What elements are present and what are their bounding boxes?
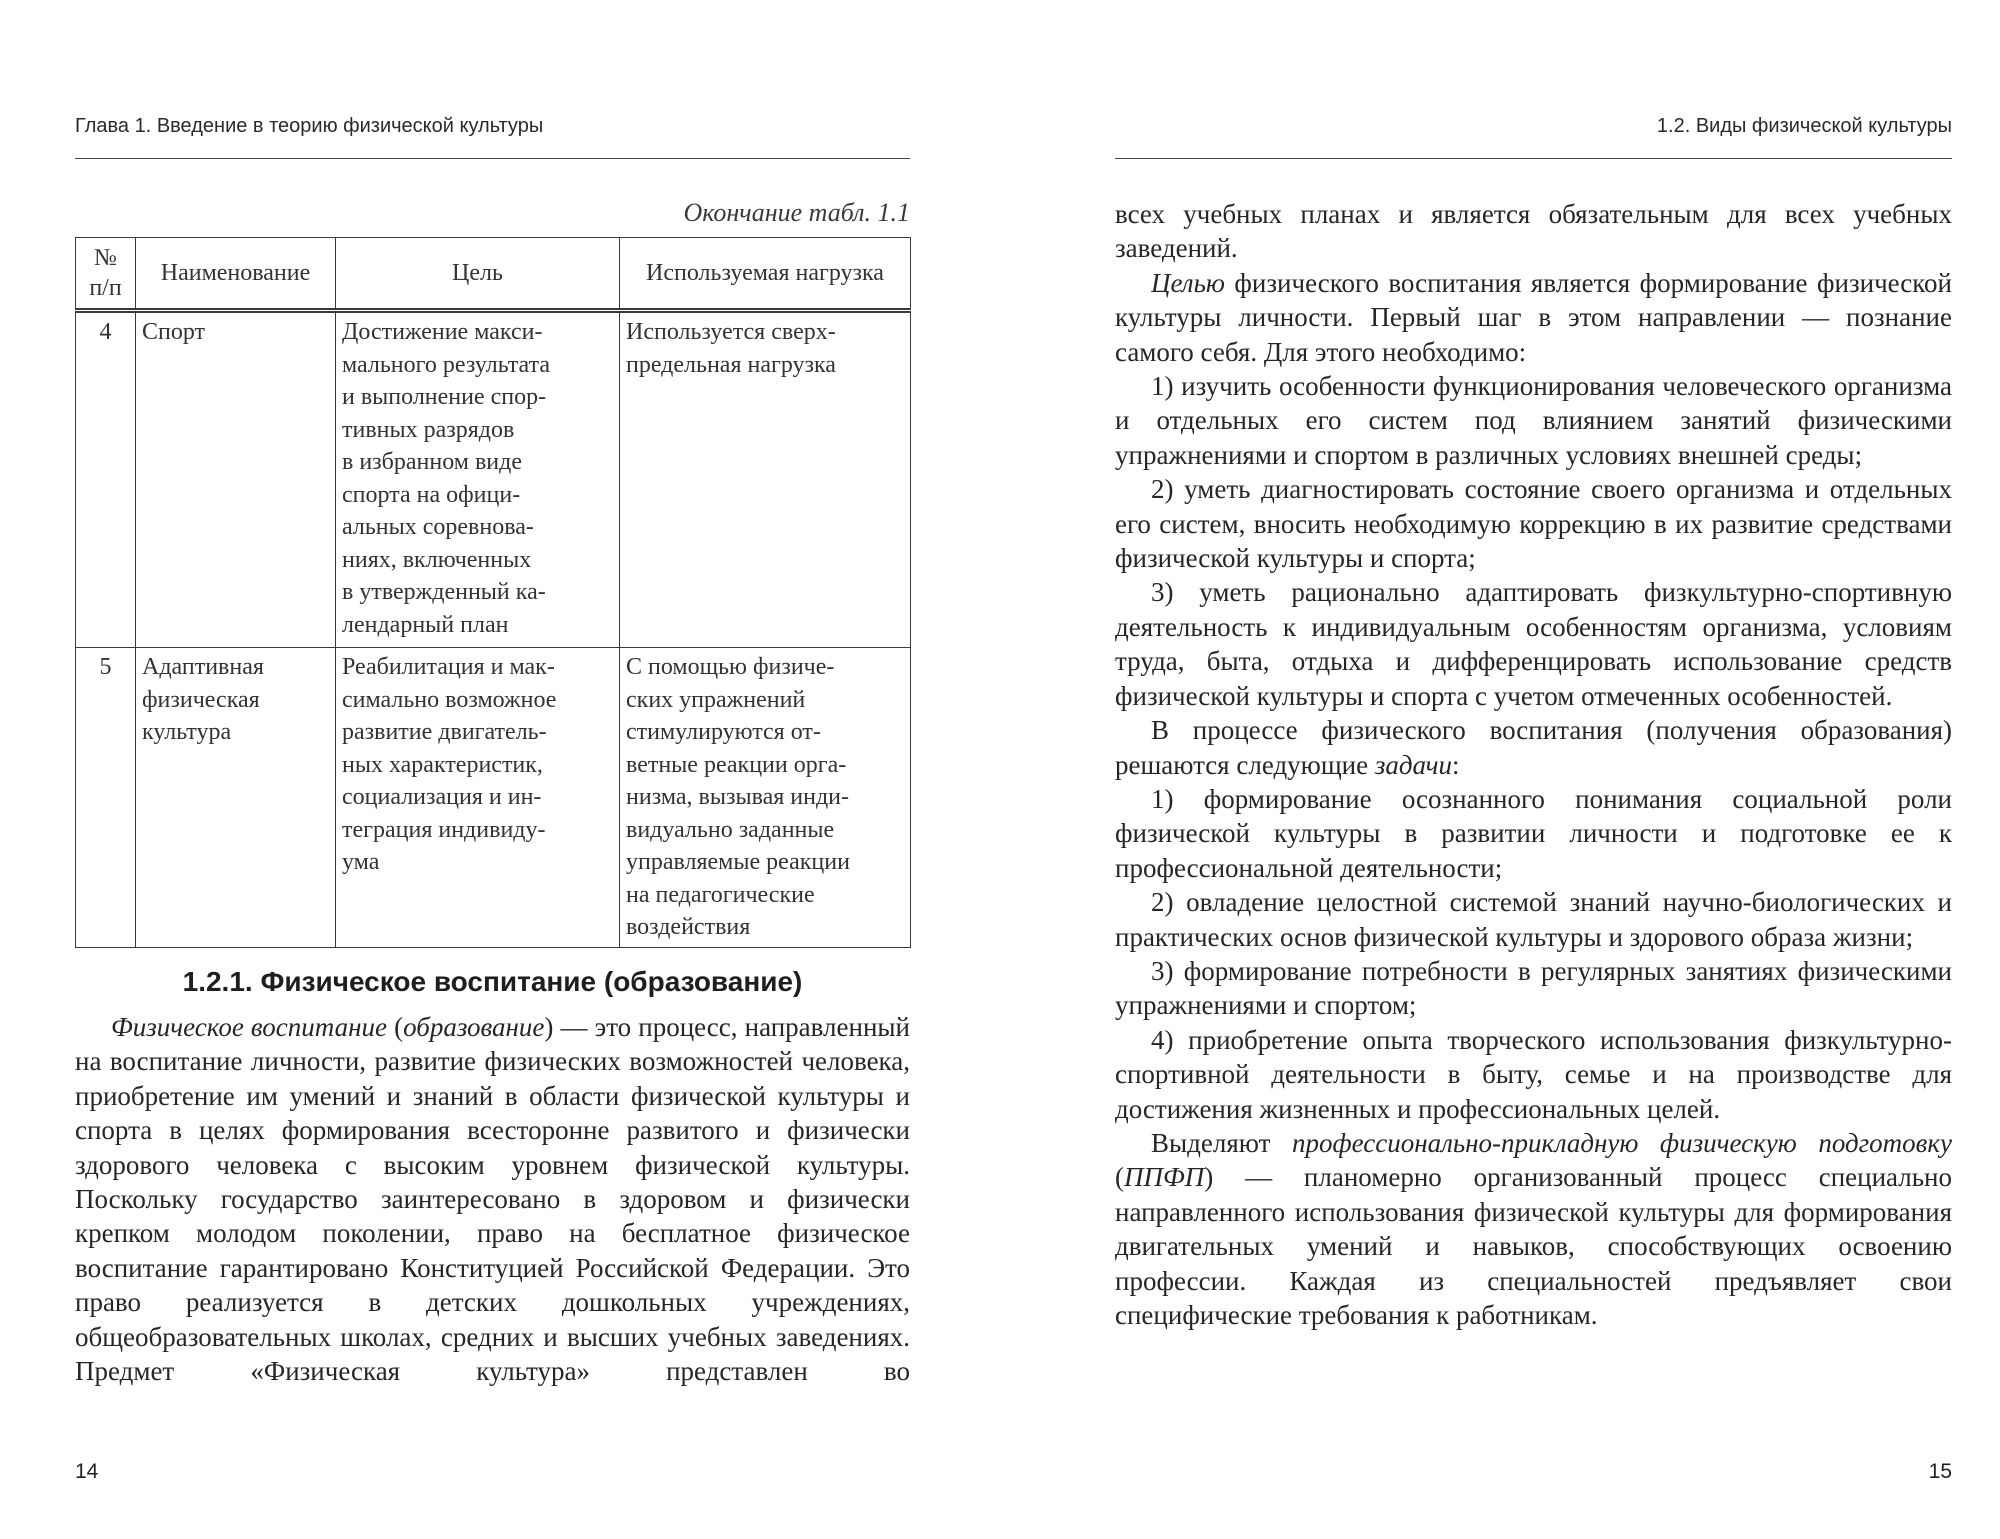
header-num: № п/п	[76, 238, 136, 311]
page-number-right: 15	[1928, 1460, 1952, 1483]
paragraph	[1115, 1126, 1952, 1332]
table-line: Адаптивная	[142, 654, 264, 680]
table-line: предельная нагрузка	[626, 351, 836, 378]
table-line: Достижение макси-	[342, 319, 543, 345]
term-education: образование	[403, 1012, 545, 1042]
table-line: социализация и ин-	[342, 784, 542, 810]
sport-types-table	[75, 237, 911, 948]
table-line: альных соревнова-	[342, 514, 534, 540]
table-line: теграция индивиду-	[342, 816, 546, 843]
table-line: в утвержденный ка-	[342, 579, 546, 605]
section-title: 1.2.1. Физическое воспитание (образование)	[182, 966, 803, 997]
term-ppfp-abbr: ППФП	[1124, 1162, 1205, 1193]
header-goal: Цель	[336, 238, 620, 311]
list-item: 1) изучить особенности функционирования человеческого организма и отдельных его систем под влиянием занятий физическими упражнениями и спортом в различных условиях внешней среды;	[1115, 371, 1952, 470]
table-line: лендарный план	[342, 611, 509, 638]
table-line: управляемые реакции	[626, 849, 850, 875]
left-body-text	[75, 1010, 910, 1388]
table-caption: Окончание табл. 1.1	[683, 198, 910, 227]
table-line: низма, вызывая инди-	[626, 784, 850, 810]
table-line: ниях, включенных	[342, 546, 532, 573]
row-num: 4	[76, 311, 136, 648]
row-name: Спорт	[136, 311, 336, 648]
right-body-text	[1115, 197, 1952, 1332]
table-line: на педагогические	[626, 881, 815, 908]
table-line: воздействия	[626, 914, 751, 940]
table-line: ума	[342, 849, 380, 875]
table-line: видуально заданные	[626, 816, 835, 843]
list-item: 2) уметь диагностировать состояние своего организма и отдельных его систем, вносить необходимую коррекцию в их развитие средствами физической культуры и спорта;	[1115, 474, 1952, 574]
row-name	[136, 648, 336, 948]
term-goal: Целью	[1151, 267, 1225, 298]
paragraph-text: физического воспитания является формирование физической культуры личности. Первый шаг в этом направлении — познание самого себя. Для этого необходимо:	[1115, 267, 1952, 367]
table-row	[76, 311, 911, 648]
paragraph-text: ) — планомерно организованный процесс специально направленного использования физической культуры для формирования двигательных умений и навыков, способствующих освоению профессии. Каждая из специальностей предъявляет свои специфические требования к работникам.	[1115, 1162, 1952, 1330]
paragraph-text: ) — это процесс, направленный на воспитание личности, развитие физических возможностей человека, приобретение им умений и знаний в области физической культуры и спорта в целях формирования всесторонне развитого и физически здорового человека с высоким уровнем физической культуры. Поскольку государство заинтересовано в здоровом и физически крепком молодом поколении, право на бесплатное физическое воспитание гарантировано Конституцией Российской Федерации. Это право реализуется в детских дошкольных учреждениях, общеобразовательных школах, средних и высших учебных заведениях. Предмет «Физическая культура» представлен во	[75, 1012, 910, 1387]
header-rule-left	[75, 158, 910, 159]
table-line: ных характеристик,	[342, 751, 543, 778]
table-line: Реабилитация и мак-	[342, 654, 555, 680]
row-goal	[336, 648, 620, 948]
term-ppfp: профессионально-прикладную физическую подготовку	[1291, 1127, 1952, 1158]
header-load: Используемая нагрузка	[620, 238, 911, 311]
paragraph	[1115, 713, 1952, 782]
table-line: С помощью физиче-	[626, 654, 835, 680]
paragraph-text: (	[1115, 1162, 1124, 1193]
table-line: стимулируются от-	[626, 719, 821, 745]
table-line: спорта на офици-	[342, 481, 521, 508]
paragraph	[75, 1010, 910, 1388]
table-line: симально возможное	[342, 686, 557, 713]
list-item: 3) уметь рационально адаптировать физкультурно-спортивную деятельность к индивидуальным особенностям организма, условиям труда, быта, отдыха и дифференцировать использование средств физической культуры и спорта с учетом отмеченных особенностей.	[1115, 577, 1952, 711]
paragraph-text: :	[1452, 749, 1460, 780]
table-line: и выполнение спор-	[342, 384, 547, 410]
paragraph-text: Выделяют	[1151, 1127, 1292, 1158]
running-head-right: 1.2. Виды физической культуры	[1656, 115, 1952, 137]
table-line: физическая	[142, 686, 260, 713]
term-tasks: задачи	[1374, 749, 1453, 780]
row-goal	[336, 311, 620, 648]
table-line: в избранном виде	[342, 449, 522, 475]
paragraph	[1115, 266, 1952, 369]
page-number-left: 14	[75, 1460, 99, 1483]
term-physical-education: Физическое воспитание	[111, 1012, 387, 1042]
running-head-left: Глава 1. Введение в теорию физической культуры	[75, 115, 544, 137]
list-item: 3) формирование потребности в регулярных занятиях физическими упражнениями и спортом;	[1115, 955, 1952, 1021]
header-name: Наименование	[136, 238, 336, 311]
paragraph: всех учебных планах и является обязательным для всех учебных заведений.	[1115, 199, 1952, 264]
header-rule-right	[1115, 158, 1952, 159]
table-header-row	[76, 238, 911, 311]
list-item: 2) овладение целостной системой знаний научно-биологических и практических основ физической культуры и здорового образа жизни;	[1115, 887, 1952, 952]
list-item: 1) формирование осознанного понимания социальной роли физической культуры в развитии личности и подготовке ее к профессиональной деятельности;	[1115, 783, 1952, 883]
table-line: тивных разрядов	[342, 416, 515, 443]
table-line: культура	[142, 719, 232, 745]
paragraph-text: В процессе физического воспитания (получения образования) решаются следующие	[1115, 715, 1952, 780]
row-load	[620, 311, 911, 648]
paragraph-text: (	[386, 1012, 404, 1042]
row-load	[620, 648, 911, 948]
row-num: 5	[76, 648, 136, 948]
table-line: Используется сверх-	[626, 319, 836, 345]
list-item: 4) приобретение опыта творческого использования физкультурно-спортивной деятельности в быту, семье и на производстве для достижения жизненных и профессиональных целей.	[1115, 1024, 1952, 1124]
table-row	[76, 648, 911, 948]
right-page	[1000, 0, 2000, 1539]
table-line: развитие двигатель-	[342, 719, 547, 745]
table-line: мального результата	[342, 351, 551, 378]
table-line: ских упражнений	[626, 686, 806, 713]
table-line: ветные реакции орга-	[626, 751, 847, 778]
